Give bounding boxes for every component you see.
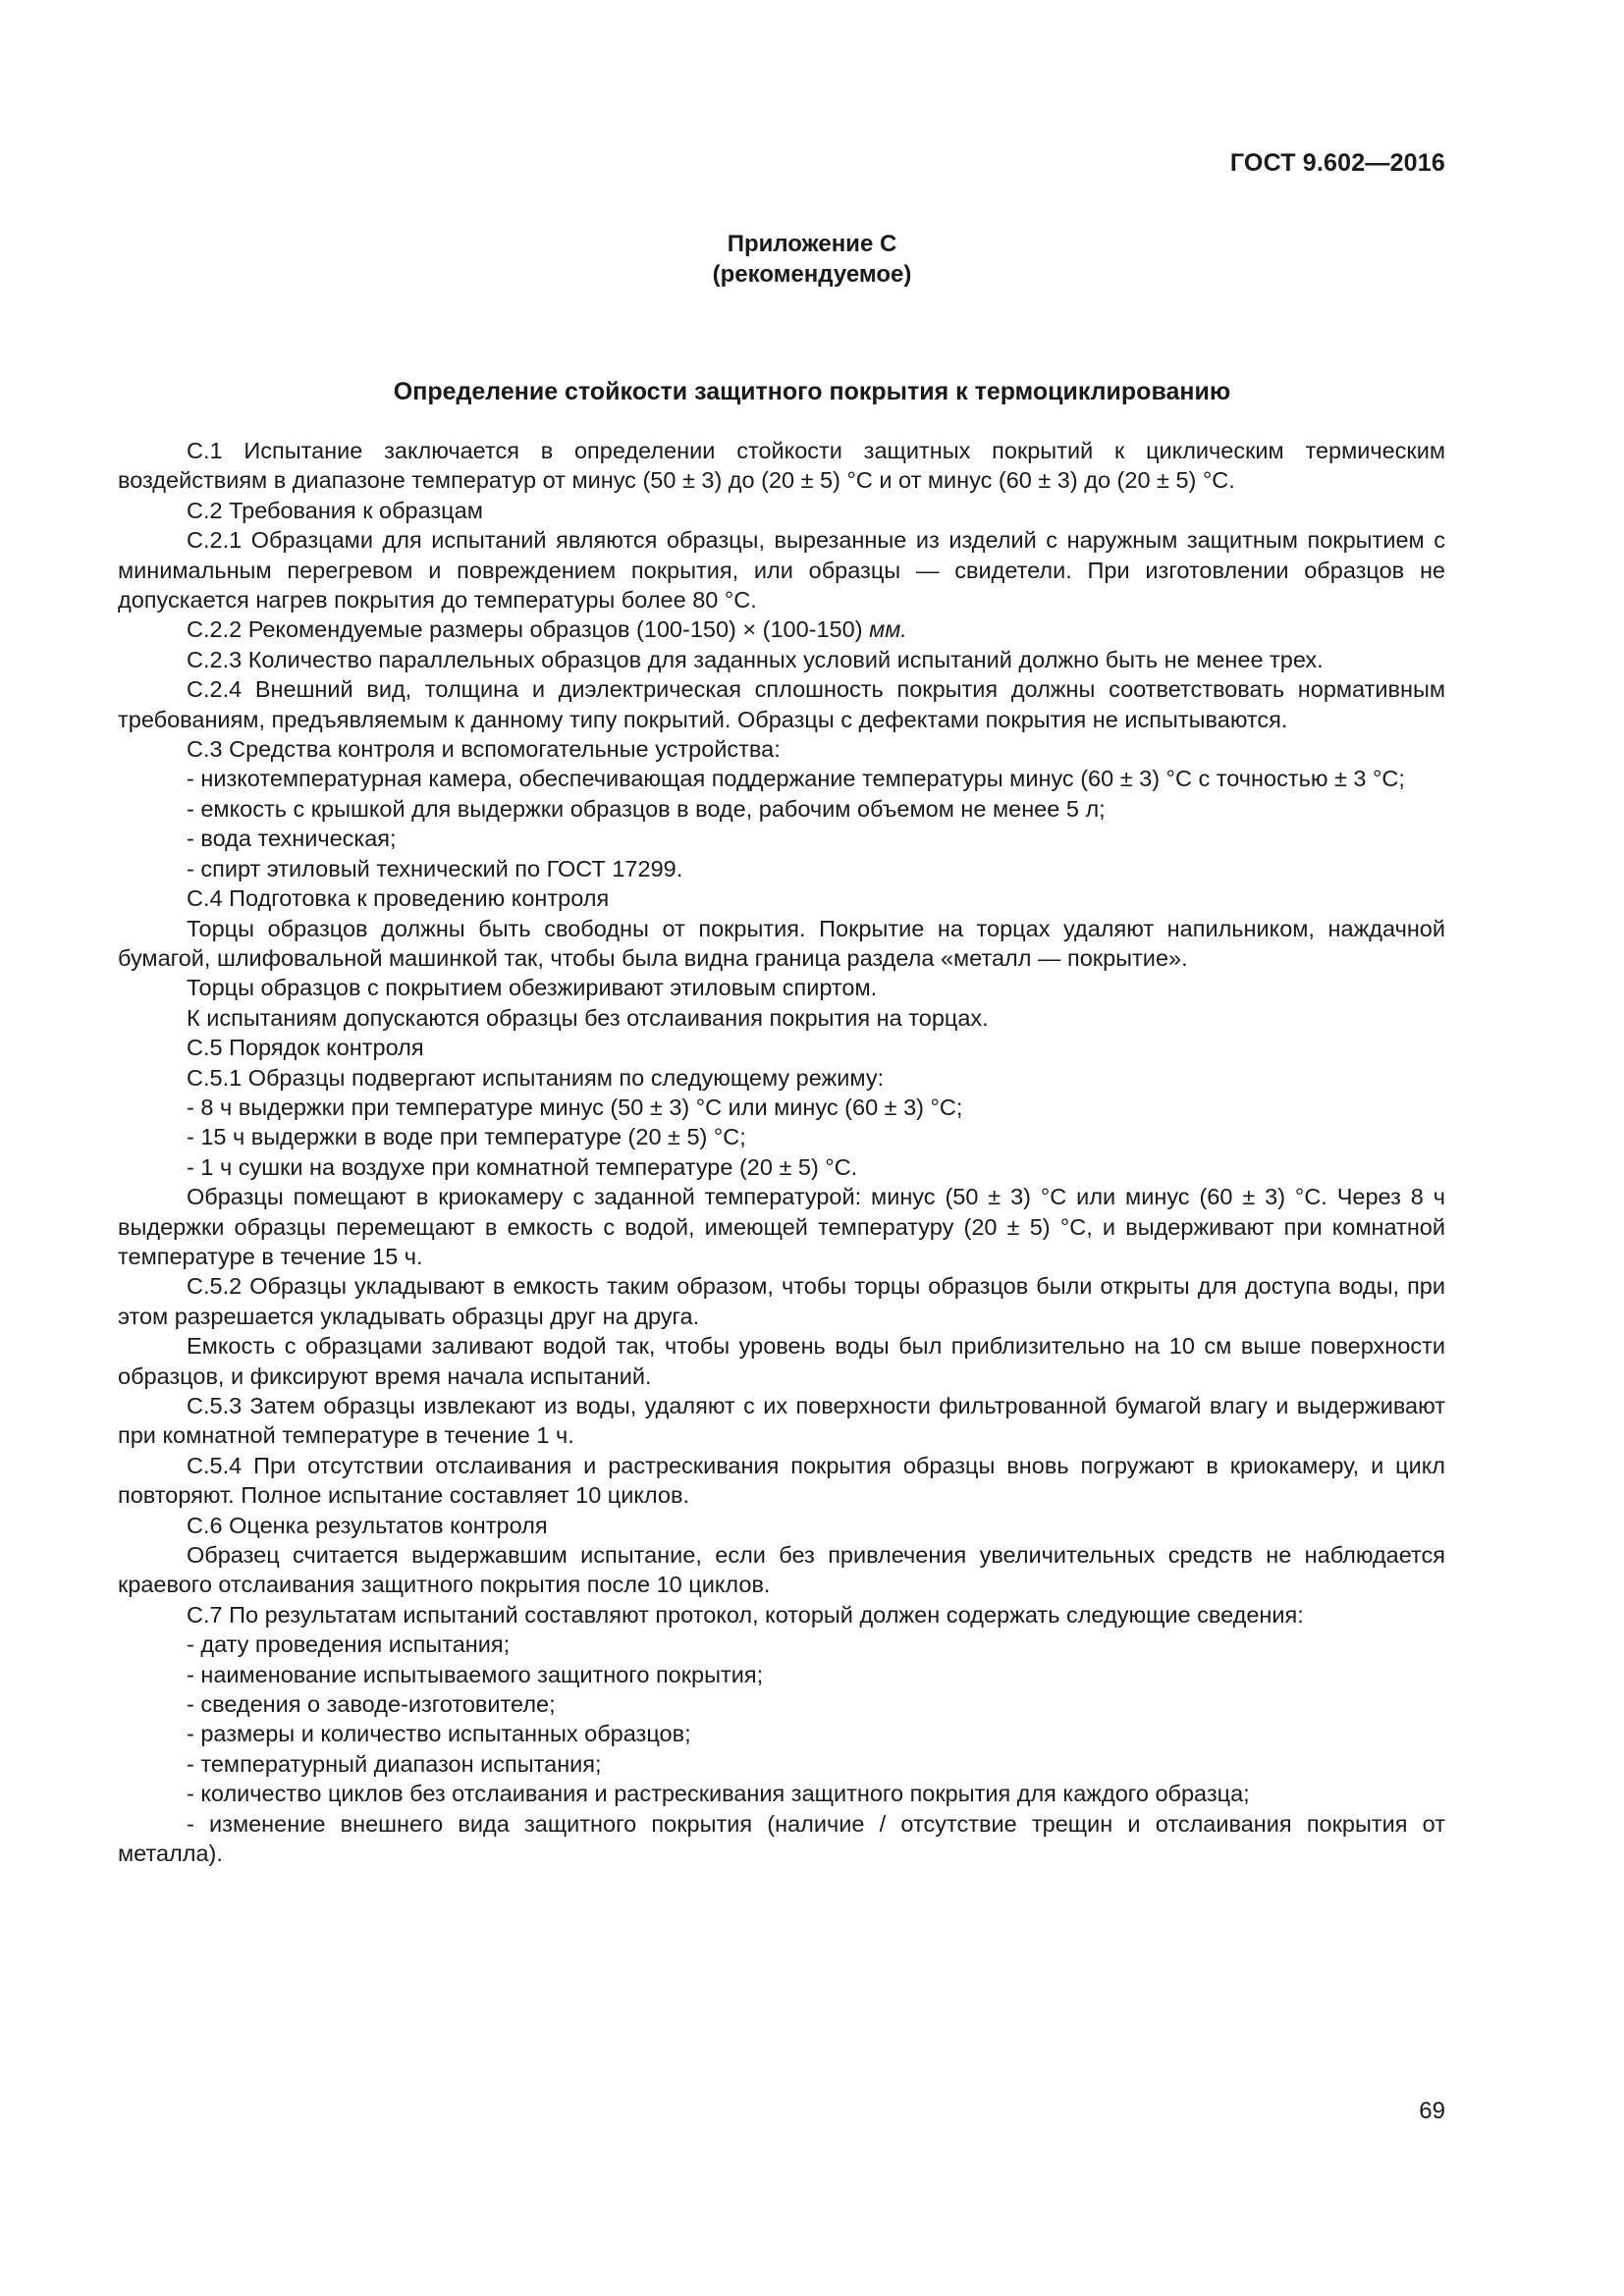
appendix-heading (0, 229, 1624, 290)
appendix-label: Приложение С (727, 231, 897, 257)
list-item: - наименование испытываемого защитного покрытия; (187, 1661, 764, 1687)
list-item: - 1 ч сушки на воздухе при комнатной температуре (20 ± 5) °С. (187, 1153, 858, 1180)
heading-c5: С.5 Порядок контроля (187, 1035, 424, 1061)
paragraph-c5-2: С.5.2 Образцы укладывают в емкость таким образом, чтобы торцы образцов были открыты для доступа воды, при этом разрешается укладывать образцы друг на друга. (118, 1273, 1445, 1329)
list-item: - сведения о заводе-изготовителе; (187, 1691, 556, 1718)
heading-c4: С.4 Подготовка к проведению контроля (187, 885, 610, 912)
list-item: - изменение внешнего вида защитного покрытия (наличие / отсутствие трещин и отслаивания покрытия от металла). (118, 1810, 1445, 1867)
paragraph-c4-3: К испытаниям допускаются образцы без отслаивания покрытия на торцах. (187, 1004, 989, 1031)
paragraph-c5-1: С.5.1 Образцы подвергают испытаниям по следующему режиму: (187, 1064, 885, 1091)
paragraph-c6-1: Образец считается выдержавшим испытание, если без привлечения увеличительных средств не наблюдается краевого отслаивания защитного покрытия после 10 циклов. (118, 1542, 1445, 1598)
list-item: - низкотемпературная камера, обеспечивающая поддержание температуры минус (60 ± 3) °С с точностью ± 3 °С; (187, 766, 1405, 792)
heading-c3: С.3 Средства контроля и вспомогательные устройства: (187, 736, 781, 763)
list-item: - температурный диапазон испытания; (187, 1750, 602, 1777)
standard-number: ГОСТ 9.602—2016 (1229, 149, 1445, 177)
heading-c6: С.6 Оценка результатов контроля (187, 1512, 548, 1538)
list-item: - количество циклов без отслаивания и растрескивания защитного покрытия для каждого образца; (187, 1781, 1250, 1807)
paragraph-c4-2: Торцы образцов с покрытием обезжиривают этиловым спиртом. (187, 975, 878, 1001)
paragraph-c2-2-unit: мм. (869, 616, 907, 643)
list-item: - спирт этиловый технический по ГОСТ 17299. (187, 855, 683, 881)
list-item: - 15 ч выдержки в воде при температуре (20 ± 5) °С; (187, 1124, 746, 1150)
paragraph-c4-1: Торцы образцов должны быть свободны от покрытия. Покрытие на торцах удаляют напильником, наждачной бумагой, шлифовальной машинкой так, чтобы была видна граница раздела «металл — покрытие». (118, 915, 1445, 971)
paragraph-c5-3: С.5.3 Затем образцы извлекают из воды, удаляют с их поверхности фильтрованной бумагой влагу и выдерживают при комнатной температуре в течение 1 ч. (118, 1393, 1445, 1449)
page-number: 69 (1419, 2098, 1445, 2124)
appendix-type: (рекомендуемое) (712, 261, 912, 288)
paragraph-c7: С.7 По результатам испытаний составляют протокол, который должен содержать следующие сведения: (187, 1601, 1304, 1628)
list-item: - размеры и количество испытанных образцов; (187, 1721, 691, 1747)
paragraph-c2-4: С.2.4 Внешний вид, толщина и диэлектрическая сплошность покрытия должны соответствовать нормативным требованиям, предъявляемым к данному типу покрытий. Образцы с дефектами покрытия не испытываются. (118, 676, 1445, 732)
list-item: - вода техническая; (187, 826, 397, 852)
paragraph-c5-4: С.5.4 При отсутствии отслаивания и растрескивания покрытия образцы вновь погружают в криокамеру, и цикл повторяют. Полное испытание составляет 10 циклов. (118, 1452, 1445, 1509)
document-body (118, 436, 1445, 1869)
list-item: - емкость с крышкой для выдержки образцов в воде, рабочим объемом не менее 5 л; (187, 795, 1106, 822)
paragraph-c2-2 (118, 614, 1445, 644)
list-item: - дату проведения испытания; (187, 1631, 511, 1658)
list-item: - 8 ч выдержки при температуре минус (50 ± 3) °С или минус (60 ± 3) °С; (187, 1094, 963, 1120)
paragraph-c5-2-text: Емкость с образцами заливают водой так, чтобы уровень воды был приблизительно на 10 см выше поверхности образцов, и фиксируют время начала испытаний. (118, 1333, 1445, 1389)
paragraph-c1: С.1 Испытание заключается в определении стойкости защитных покрытий к циклическим термическим воздействиям в диапазоне температур от минус (50 ± 3) до (20 ± 5) °С и от минус (60 ± 3) до (20 ± 5) °С. (118, 438, 1445, 494)
paragraph-c2-3: С.2.3 Количество параллельных образцов для заданных условий испытаний должно быть не менее трех. (187, 646, 1324, 672)
paragraph-c2-2-text: С.2.2 Рекомендуемые размеры образцов (100-150) × (100-150) (187, 616, 863, 643)
heading-c2: С.2 Требования к образцам (187, 497, 483, 523)
section-title: Определение стойкости защитного покрытия к термоциклированию (393, 378, 1231, 405)
paragraph-c2-1: С.2.1 Образцами для испытаний являются образцы, вырезанные из изделий с наружным защитным покрытием с минимальным перегревом и повреждением покрытия, или образцы — свидетели. При изготовлении образцов не допускается нагрев покрытия до температуры более 80 °С. (118, 527, 1445, 614)
paragraph-c5-1-text: Образцы помещают в криокамеру с заданной температурой: минус (50 ± 3) °С или минус (60 ± 3) °С. Через 8 ч выдержки образцы перемещают в емкость с водой, имеющей температуру (20 ± 5) °С, и выдерживают при комнатной температуре в течение 15 ч. (118, 1184, 1445, 1269)
